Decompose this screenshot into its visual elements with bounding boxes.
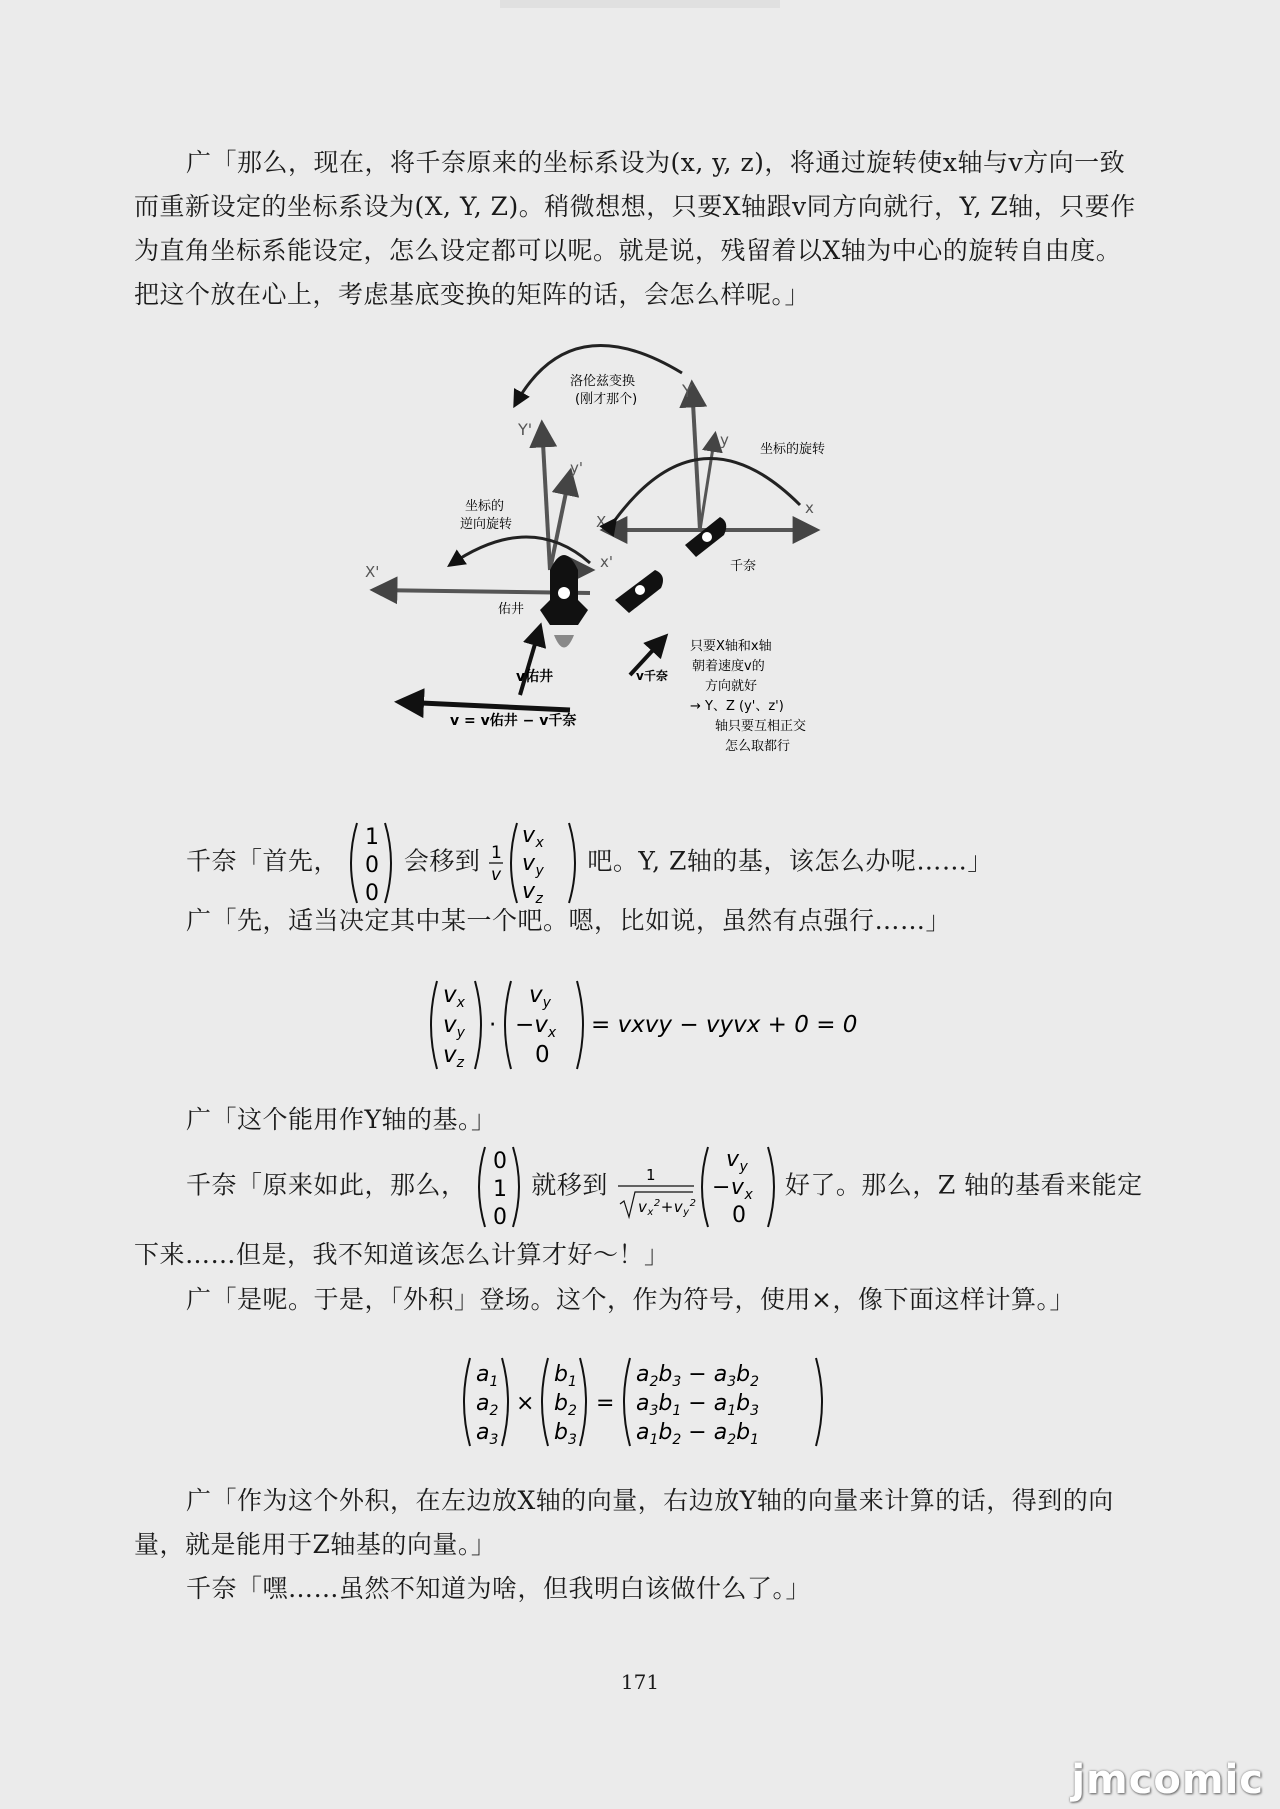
- axis-X-prime: X': [365, 563, 380, 581]
- lorentz-sub-label: (刚才那个): [575, 392, 638, 407]
- v-left-label: v佑井: [516, 669, 554, 685]
- watermark: jmcomic: [1071, 1757, 1264, 1803]
- svg-text:vx: $v_x$: [521, 823, 545, 851]
- lorentz-label: 洛伦兹变换: [570, 374, 636, 389]
- figure-note: 方向就好: [705, 679, 758, 694]
- svg-text:a1b2 − a2b1: $a_1b_2 - a_2b_1$: [636, 1420, 760, 1448]
- axis-Y: Y: [682, 382, 693, 402]
- svg-text:vy: $v_y$: [521, 851, 545, 879]
- name-left: 佑井: [498, 602, 525, 617]
- unit-vector-x: [347, 818, 395, 908]
- svg-text:=: =: [596, 1391, 615, 1416]
- rocket-right-icon: [685, 517, 726, 557]
- v-right-label: v千奈: [636, 669, 668, 683]
- axis-y-prime: y': [570, 459, 584, 477]
- svg-text:vy: $v_y$: [443, 1012, 465, 1041]
- svg-text:a1: $a_1$: [476, 1362, 499, 1390]
- svg-text:b2: $b_2$: [554, 1391, 577, 1419]
- paragraph-line: 千奈「原来如此，那么， 0 1 0 就移到 1 $v_x^2+v_y^2$ $v_y$ $-v_x$ 0 好了。那么，Z 轴的基看来能定: [186, 1142, 1143, 1232]
- svg-text:0: 0: [365, 881, 380, 906]
- paragraph-line: 广「作为这个外积，在左边放X轴的向量，右边放Y轴的向量来计算的话，得到的向: [186, 1486, 1114, 1515]
- paragraph-line: 下来……但是，我不知道该怎么计算才好～！」: [134, 1240, 670, 1269]
- inverse-rotation-label: 逆向旋转: [460, 517, 513, 532]
- svg-text:1: 1: [490, 843, 503, 863]
- name-right: 千奈: [730, 559, 757, 574]
- axis-Y-prime: Y': [518, 420, 533, 439]
- paragraph-line: 而重新设定的坐标系设为(X, Y, Z)。稍微想想，只要X轴跟v同方向就行，Y, Z轴，只要作: [134, 192, 1136, 221]
- axis-x-prime: x': [600, 553, 614, 571]
- paragraph-line: 广「是呢。于是，「外积」登场。这个，作为符号，使用×，像下面这样计算。」: [186, 1285, 1075, 1314]
- svg-text:a2: $a_2$: [476, 1391, 499, 1419]
- paragraph-line: 千奈「嘿……虽然不知道为啥，但我明白该做什么了。」: [186, 1574, 812, 1603]
- rocket-middle-icon: [615, 570, 663, 613]
- paragraph-line: 广「这个能用作Y轴的基。」: [186, 1105, 497, 1134]
- svg-text:1: 1: [365, 825, 380, 850]
- svg-text:v: v: [490, 865, 502, 885]
- rotation-label: 坐标的旋转: [760, 442, 826, 457]
- axis-X: X: [596, 513, 607, 531]
- svg-text:1: 1: [646, 1166, 657, 1184]
- svg-text:·: ·: [489, 1012, 497, 1038]
- paragraph-line: 广「先，适当决定其中某一个吧。嗯，比如说，虽然有点强行……」: [186, 906, 952, 935]
- paragraph-line: 广「那么，现在，将千奈原来的坐标系设为(x, y, z)，将通过旋转使x轴与v方向一致: [186, 148, 1126, 177]
- paragraph-line: 把这个放在心上，考虑基底变换的矩阵的话，会怎么样呢。」: [134, 280, 811, 309]
- svg-text:0: 0: [535, 1042, 550, 1068]
- v-equation: v = v佑井 − v千奈: [450, 713, 577, 729]
- svg-text:vy: $v_y$: [529, 982, 551, 1011]
- normalized-y-basis: [616, 1142, 776, 1232]
- page-number: 171: [620, 1670, 660, 1694]
- faded-header: [500, 0, 780, 8]
- svg-text:vz: $v_z$: [443, 1042, 464, 1071]
- figure-note: → Y、Z (y'、z'): [690, 699, 784, 714]
- dot-product-equation: [425, 975, 885, 1075]
- svg-text:a2b3 − a3b2: $a_2b_3 - a_3b_2$: [636, 1362, 760, 1390]
- svg-text:0: 0: [365, 853, 380, 878]
- svg-text:vx2+vy2: $v_x^2+v_y^2$: [638, 1198, 697, 1218]
- svg-text:−vx: $-v_x$: [712, 1175, 754, 1203]
- inverse-rotation-label: 坐标的: [465, 499, 505, 514]
- figure-note: 轴只要互相正交: [715, 719, 807, 734]
- svg-text:−vx: $-v_x$: [515, 1012, 557, 1041]
- figure-note: 只要X轴和x轴: [690, 639, 772, 654]
- figure-note: 朝着速度v的: [692, 659, 765, 674]
- velocity-vector: [489, 818, 579, 908]
- svg-text:0: 0: [492, 1149, 508, 1174]
- svg-text:0: 0: [732, 1203, 747, 1228]
- svg-text:b3: $b_3$: [554, 1420, 577, 1448]
- paragraph-line: 为直角坐标系能设定，怎么设定都可以呢。就是说，残留着以X轴为中心的旋转自由度。: [134, 236, 1122, 265]
- svg-text:a3b1 − a1b3: $a_3b_1 - a_1b_3$: [636, 1391, 760, 1419]
- cross-product-equation: [460, 1352, 830, 1452]
- svg-text:0: 0: [492, 1205, 508, 1230]
- paragraph-line: 千奈「首先， 1 0 0 会移到 1 v $v_x$ $v_y$ $v_z$ 吧。Y, Z轴的基，该怎么办呢……」: [186, 818, 993, 908]
- svg-text:vz: $v_z$: [521, 879, 544, 907]
- svg-text:1: 1: [492, 1177, 508, 1202]
- unit-vector-y: [475, 1142, 523, 1232]
- figure-note: 怎么取都行: [725, 739, 791, 754]
- svg-text:a3: $a_3$: [476, 1420, 499, 1448]
- svg-text:vy: $v_y$: [726, 1147, 749, 1175]
- paragraph-line: 量，就是能用于Z轴基的向量。」: [134, 1530, 497, 1559]
- axis-x: x: [805, 499, 814, 517]
- rotation-diagram: [365, 345, 850, 765]
- axis-y: y: [720, 431, 729, 449]
- dot-result: = vxvy − vyvx + 0 = 0: [591, 1012, 858, 1038]
- svg-text:vx: $v_x$: [443, 982, 465, 1011]
- svg-text:×: ×: [516, 1391, 535, 1416]
- svg-text:b1: $b_1$: [554, 1362, 577, 1390]
